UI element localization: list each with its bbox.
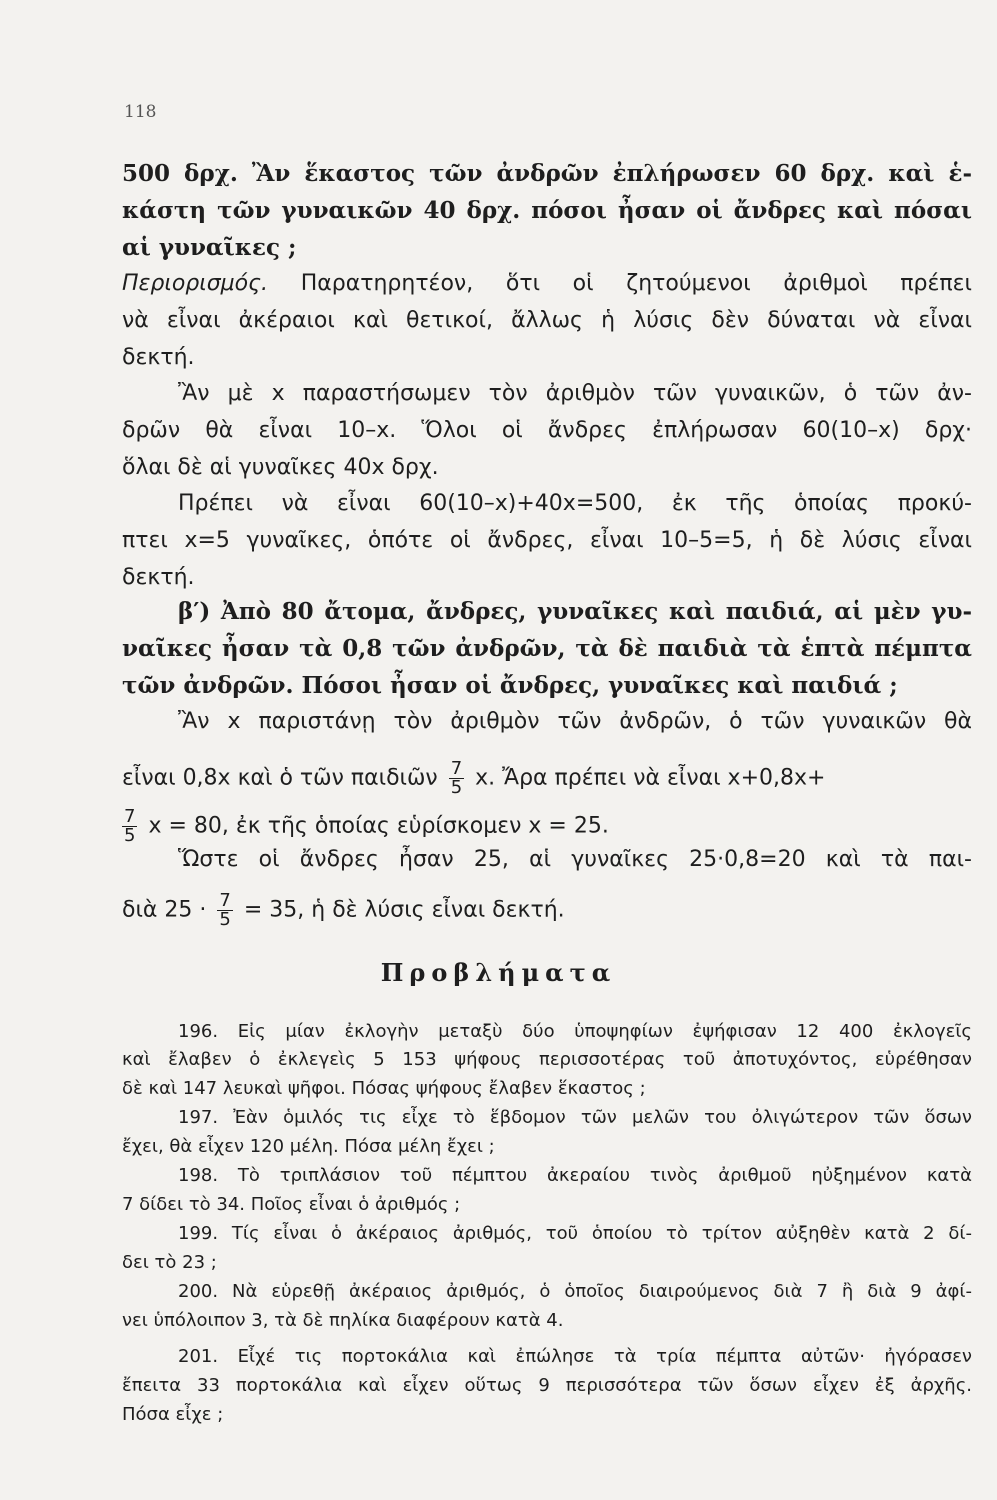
- problem-200-line-2: νει ὑπόλοιπον 3, τὰ δὲ πηλίκα διαφέρουν κατὰ 4.: [122, 1310, 564, 1331]
- discussion-line-4: Ἂν μὲ x παραστήσωμεν τὸν ἀριθμὸν τῶν γυναικῶν, ὁ τῶν ἀν-: [178, 381, 972, 406]
- problem-196-line-1: 196. Εἰς μίαν ἐκλογὴν μεταξὺ δύο ὑποψηφίων ἐψήφισαν 12 400 ἐκλογεῖς: [178, 1021, 972, 1042]
- discussion-line-5: δρῶν θὰ εἶναι 10–x. Ὅλοι οἱ ἄνδρες ἐπλήρωσαν 60(10–x) δρχ·: [122, 418, 972, 443]
- problem-197-line-1: 197. Ἐὰν ὁμιλός τις εἶχε τὸ ἕβδομον τῶν μελῶν του ὀλιγώτερον τῶν ὅσων: [178, 1107, 972, 1128]
- problem-200-line-1: 200. Νὰ εὑρεθῇ ἀκέραιος ἀριθμός, ὁ ὁποῖος διαιρούμενος διὰ 7 ἢ διὰ 9 ἀφί-: [178, 1281, 972, 1302]
- beta-line-1: β′) Ἀπὸ 80 ἄτομα, ἄνδρες, γυναῖκες καὶ παιδιά, αἱ μὲν γυ-: [178, 598, 972, 625]
- beta-line-3: τῶν ἀνδρῶν. Πόσοι ἦσαν οἱ ἄνδρες, γυναῖκες καὶ παιδιά ;: [122, 672, 898, 699]
- beta-line-4: Ἂν x παριστάνῃ τὸν ἀριθμὸν τῶν ἀνδρῶν, ὁ τῶν γυναικῶν θὰ: [178, 709, 972, 734]
- fraction-seven-fifths: $\frac{7}{5}$: [124, 806, 136, 846]
- fraction-seven-fifths: $\frac{7}{5}$: [450, 758, 463, 798]
- beta-line-8: διὰ 25 · $\frac{7}{5}$ = 35, ἡ δὲ λύσις εἶναι δεκτή.: [122, 890, 565, 930]
- discussion-line-2: νὰ εἶναι ἀκέραιοι καὶ θετικοί, ἄλλως ἡ λύσις δὲν δύναται νὰ εἶναι: [122, 308, 972, 333]
- problem-198-line-1: 198. Τὸ τριπλάσιον τοῦ πέμπτου ἀκεραίου τινὸς ἀριθμοῦ ηὐξημένον κατὰ: [178, 1165, 972, 1186]
- beta-line-2: ναῖκες ἦσαν τὰ 0,8 τῶν ἀνδρῶν, τὰ δὲ παιδιὰ τὰ ἑπτὰ πέμπτα: [122, 635, 972, 662]
- problem-197-line-2: ἔχει, θὰ εἶχεν 120 μέλη. Πόσα μέλη ἔχει ;: [122, 1136, 495, 1157]
- discussion-line-6: ὅλαι δὲ αἱ γυναῖκες 40x δρχ.: [122, 455, 439, 480]
- intro-line-1: 500 δρχ. Ἂν ἕκαστος τῶν ἀνδρῶν ἐπλήρωσεν 60 δρχ. καὶ ἑ-: [122, 160, 972, 187]
- problem-199-line-1: 199. Τίς εἶναι ὁ ἀκέραιος ἀριθμός, τοῦ ὁποίου τὸ τρίτον αὐξηθὲν κατὰ 2 δί-: [178, 1223, 972, 1244]
- discussion-line-9: δεκτή.: [122, 565, 195, 590]
- discussion-line-1: Περιορισμός. Παρατηρητέον, ὅτι οἱ ζητούμενοι ἀριθμοὶ πρέπει: [122, 271, 972, 296]
- page-number: 118: [124, 102, 157, 122]
- discussion-line-3: δεκτή.: [122, 345, 195, 370]
- problem-199-line-2: δει τὸ 23 ;: [122, 1252, 217, 1273]
- intro-line-2: κάστη τῶν γυναικῶν 40 δρχ. πόσοι ἦσαν οἱ ἄνδρες καὶ πόσαι: [122, 197, 972, 224]
- beta-line-6: $\frac{7}{5}$ x = 80, ἐκ τῆς ὁποίας εὑρίσκομεν x = 25.: [124, 806, 609, 846]
- discussion-label: Περιορισμός.: [122, 271, 269, 296]
- problem-201-line-2: ἔπειτα 33 πορτοκάλια καὶ εἶχεν οὕτως 9 περισσότερα τῶν ὅσων εἶχεν ἐξ ἀρχῆς.: [122, 1375, 972, 1396]
- beta-line-7: Ὥστε οἱ ἄνδρες ἦσαν 25, αἱ γυναῖκες 25·0,8=20 καὶ τὰ παι-: [178, 847, 972, 872]
- problems-heading: Προβλήματα: [380, 958, 617, 987]
- problem-196-line-3: δὲ καὶ 147 λευκαὶ ψῆφοι. Πόσας ψήφους ἔλαβεν ἕκαστος ;: [122, 1078, 646, 1099]
- problem-196-line-2: καὶ ἔλαβεν ὁ ἐκλεγεὶς 5 153 ψήφους περισσοτέρας τοῦ ἀποτυχόντος, εὑρέθησαν: [122, 1049, 972, 1070]
- beta-line-5: εἶναι 0,8x καὶ ὁ τῶν παιδιῶν $\frac{7}{5}$ x. Ἄρα πρέπει νὰ εἶναι x+0,8x+: [122, 758, 826, 798]
- problem-201-line-1: 201. Εἶχέ τις πορτοκάλια καὶ ἐπώλησε τὰ τρία πέμπτα αὐτῶν· ἠγόρασεν: [178, 1346, 972, 1367]
- intro-line-3: αἱ γυναῖκες ;: [122, 234, 297, 261]
- problem-201-line-3: Πόσα εἶχε ;: [122, 1404, 224, 1425]
- discussion-line-7: Πρέπει νὰ εἶναι 60(10–x)+40x=500, ἐκ τῆς ὁποίας προκύ-: [178, 491, 972, 516]
- problem-198-line-2: 7 δίδει τὸ 34. Ποῖος εἶναι ὁ ἀριθμός ;: [122, 1194, 461, 1215]
- fraction-seven-fifths: $\frac{7}{5}$: [219, 890, 231, 930]
- discussion-line-8: πτει x=5 γυναῖκες, ὁπότε οἱ ἄνδρες, εἶναι 10–5=5, ἡ δὲ λύσις εἶναι: [122, 528, 972, 553]
